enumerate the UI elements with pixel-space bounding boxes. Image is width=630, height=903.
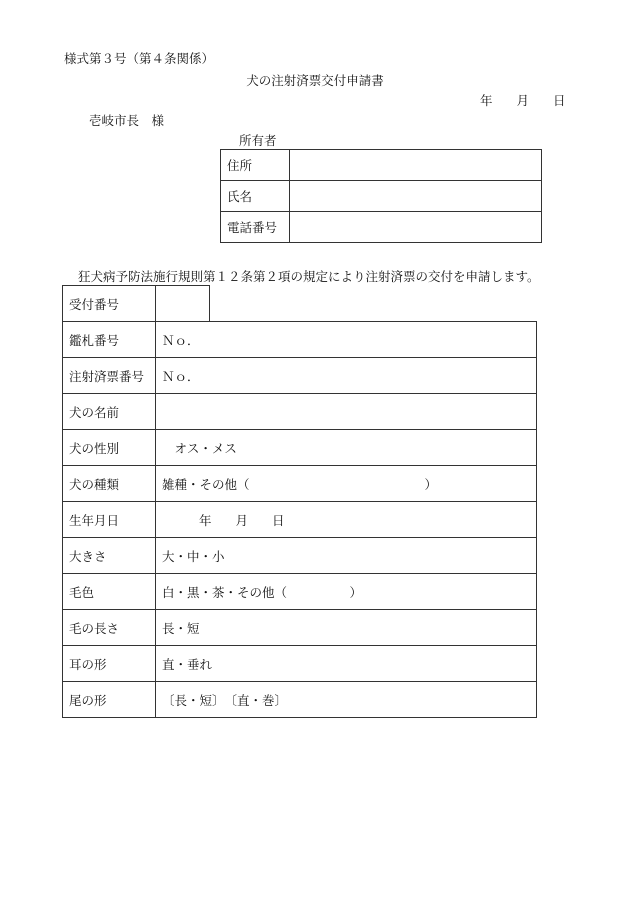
coat-color-field[interactable]: 白・黒・茶・その他（ ） <box>156 574 537 610</box>
dog-row-license-number <box>63 322 537 358</box>
dog-row-birthdate <box>63 502 537 538</box>
dog-sex-label: 犬の性別 <box>63 430 156 466</box>
phone-field[interactable] <box>290 212 542 243</box>
receipt-number-field[interactable] <box>156 286 210 322</box>
application-statement: 狂犬病予防法施行規則第１２条第２項の規定により注射済票の交付を申請します。 <box>78 269 540 284</box>
license-number-label: 鑑札番号 <box>63 322 156 358</box>
birth-month: 月 <box>235 512 249 528</box>
dog-row-name <box>63 394 537 430</box>
coat-length-field[interactable]: 長・短 <box>156 610 537 646</box>
ear-shape-field[interactable]: 直・垂れ <box>156 646 537 682</box>
ear-shape-label: 耳の形 <box>63 646 156 682</box>
dog-size-label: 大きさ <box>63 538 156 574</box>
addressee: 壱岐市長 様 <box>89 113 165 128</box>
tag-number-field[interactable]: Ｎｏ． <box>156 358 537 394</box>
dog-name-field[interactable] <box>156 394 537 430</box>
coat-length-label: 毛の長さ <box>63 610 156 646</box>
dog-info-table <box>62 321 537 718</box>
date-month: 月 <box>516 93 530 108</box>
date-day: 日 <box>553 93 566 108</box>
owner-row-name <box>221 181 542 212</box>
owner-row-address <box>221 150 542 181</box>
coat-color-label: 毛色 <box>63 574 156 610</box>
dog-sex-field[interactable]: オス・メス <box>156 430 537 466</box>
birthdate-label: 生年月日 <box>63 502 156 538</box>
dog-breed-label: 犬の種類 <box>63 466 156 502</box>
tail-shape-label: 尾の形 <box>63 682 156 718</box>
owner-section-label: 所有者 <box>239 133 277 148</box>
address-field[interactable] <box>290 150 542 181</box>
receipt-number-label: 受付番号 <box>63 286 156 322</box>
dog-row-sex <box>63 430 537 466</box>
tag-number-label: 注射済票番号 <box>63 358 156 394</box>
address-label: 住所 <box>221 150 290 181</box>
dog-name-label: 犬の名前 <box>63 394 156 430</box>
birth-year: 年 <box>199 512 212 528</box>
name-label: 氏名 <box>221 181 290 212</box>
dog-size-field[interactable]: 大・中・小 <box>156 538 537 574</box>
receipt-row <box>63 286 210 322</box>
form-number: 様式第３号（第４条関係） <box>64 51 215 66</box>
dog-row-ear-shape <box>63 646 537 682</box>
phone-label: 電話番号 <box>221 212 290 243</box>
tail-shape-field[interactable]: 〔長・短〕 〔直・巻〕 <box>156 682 537 718</box>
dog-breed-field[interactable]: 雑種・その他（ ） <box>156 466 537 502</box>
dog-row-tail-shape <box>63 682 537 718</box>
dog-row-breed <box>63 466 537 502</box>
owner-table <box>220 149 542 243</box>
date-year: 年 <box>480 93 493 108</box>
dog-row-coat-length <box>63 610 537 646</box>
dog-row-tag-number <box>63 358 537 394</box>
dog-row-size <box>63 538 537 574</box>
receipt-table <box>62 285 210 322</box>
application-date <box>480 91 566 109</box>
document-title: 犬の注射済票交付申請書 <box>246 73 384 88</box>
name-field[interactable] <box>290 181 542 212</box>
dog-row-coat-color <box>63 574 537 610</box>
owner-row-phone <box>221 212 542 243</box>
birthdate-field[interactable] <box>156 502 537 538</box>
birth-day: 日 <box>272 512 285 528</box>
license-number-field[interactable]: Ｎｏ． <box>156 322 537 358</box>
